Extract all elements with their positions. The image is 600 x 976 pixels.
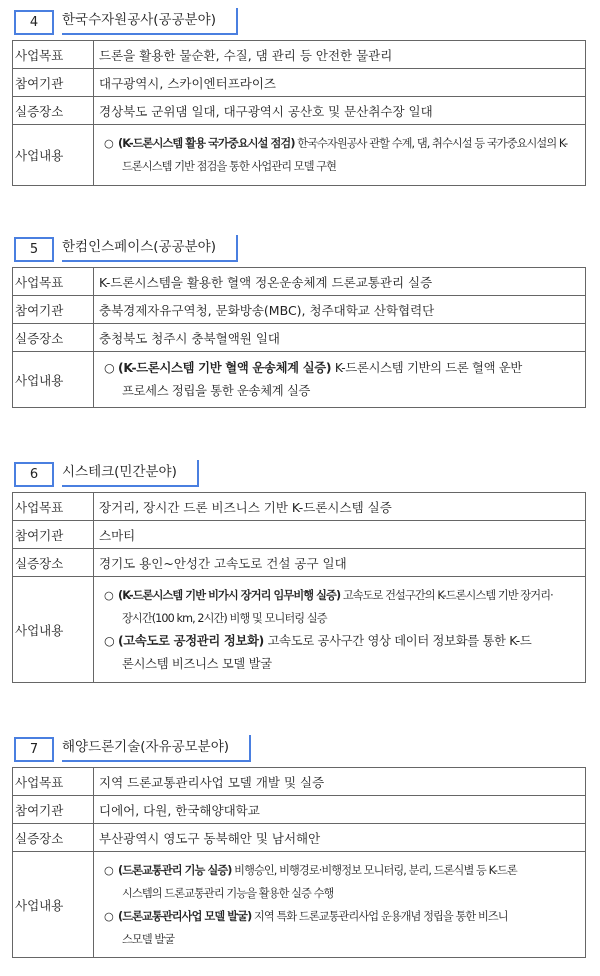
bullet-text-continued: 드론시스템 기반 점검을 통한 사업관리 모델 구현 [122,160,337,173]
bullet-heading: (고속도로 공정관리 정보화) [118,633,264,648]
goal-value: 드론을 활용한 물순환, 수질, 댐 관리 등 안전한 물관리 [94,41,586,69]
content-bullet [104,859,581,905]
section-number-box: 5 [14,237,54,262]
site-value: 부산광역시 영도구 동북해안 및 남서해안 [94,824,586,852]
section-number-box: 4 [14,10,54,35]
bullet-heading: (K-드론시스템 기반 비가시 장거리 임무비행 실증) [118,588,341,602]
table-row-site [13,824,586,852]
bullet-text: 고속도로 건설구간의 K-드론시스템 기반 장거리· [340,588,553,602]
table-row-content [13,577,586,683]
row-label: 사업내용 [13,852,94,958]
table-row-content [13,852,586,958]
section-title-frame [62,235,238,262]
section-title-frame [62,8,238,35]
section-5 [0,227,600,398]
table-row-participants [13,796,586,824]
row-label: 사업내용 [13,125,94,186]
section-number-box: 7 [14,737,54,762]
row-label: 실증장소 [13,97,94,125]
section-7 [0,727,600,946]
bullet-text: 비행승인, 비행경로·비행정보 모니터링, 분리, 드론식별 등 K-드론 [231,863,517,877]
table-row-goal [13,493,586,521]
row-label: 참여기관 [13,521,94,549]
goal-value: 장거리, 장시간 드론 비즈니스 기반 K-드론시스템 실증 [94,493,586,521]
project-info-table [12,40,586,186]
section-number-box: 6 [14,462,54,487]
bullet-text-continued: 프로세스 정립을 통한 운송체계 실증 [122,383,311,398]
table-row-participants [13,296,586,324]
row-label: 사업내용 [13,577,94,683]
bullet-heading: (드론교통관리사업 모델 발굴) [118,909,252,923]
goal-value: K-드론시스템을 활용한 혈액 정온운송체계 드론교통관리 실증 [94,268,586,296]
table-row-participants [13,521,586,549]
site-value: 충청북도 청주시 충북혈액원 일대 [94,324,586,352]
bullet-text: 고속도로 공사구간 영상 데이터 정보화를 통한 K-드 [263,633,532,648]
table-row-participants [13,69,586,97]
bullet-circle-icon: ○ [104,137,113,150]
bullet-text-continued: 장시간(100 km, 2시간) 비행 및 모니터링 실증 [122,611,327,625]
row-label: 사업목표 [13,493,94,521]
section-header [0,727,600,757]
row-label: 참여기관 [13,69,94,97]
content-value [94,577,586,683]
section-4 [0,0,600,173]
table-row-goal [13,41,586,69]
content-value [94,352,586,408]
bullet-circle-icon: ○ [104,863,113,877]
project-info-table [12,492,586,683]
row-label: 사업목표 [13,768,94,796]
bullet-text-continued: 론시스템 비즈니스 모델 발굴 [122,656,272,671]
section-header [0,227,600,257]
participants-value: 스마티 [94,521,586,549]
content-bullet [104,584,581,630]
section-title-frame [62,460,199,487]
section-title: 한국수자원공사(공공분야) [62,12,216,28]
bullet-text: 한국수자원공사 관할 수계, 댐, 취수시설 등 국가중요시설의 K- [294,137,568,150]
content-bullet [104,905,581,951]
section-title-frame [62,735,251,762]
project-info-table [12,767,586,958]
site-value: 경상북도 군위댐 일대, 대구광역시 공산호 및 문산취수장 일대 [94,97,586,125]
bullet-text: 지역 특화 드론교통관리사업 운용개념 정립을 통한 비즈니 [251,909,508,923]
project-info-table [12,267,586,408]
table-row-site [13,549,586,577]
row-label: 사업내용 [13,352,94,408]
table-row-goal [13,268,586,296]
row-label: 사업목표 [13,268,94,296]
bullet-text-continued: 시스템의 드론교통관리 기능을 활용한 실증 수행 [122,886,334,900]
participants-value: 충북경제자유구역청, 문화방송(MBC), 청주대학교 산학협력단 [94,296,586,324]
section-header [0,452,600,482]
bullet-circle-icon: ○ [104,633,115,648]
site-value: 경기도 용인~안성간 고속도로 건설 공구 일대 [94,549,586,577]
participants-value: 대구광역시, 스카이엔터프라이즈 [94,69,586,97]
section-6 [0,452,600,671]
row-label: 실증장소 [13,324,94,352]
row-label: 참여기관 [13,796,94,824]
row-label: 참여기관 [13,296,94,324]
section-header [0,0,600,30]
bullet-circle-icon: ○ [104,360,115,375]
row-label: 실증장소 [13,549,94,577]
table-row-site [13,324,586,352]
table-row-content [13,352,586,408]
bullet-heading: (K-드론시스템 기반 혈액 운송체계 실증) [118,360,332,375]
table-row-goal [13,768,586,796]
bullet-circle-icon: ○ [104,909,113,923]
bullet-heading: (드론교통관리 기능 실증) [118,863,232,877]
table-row-content [13,125,586,186]
table-row-site [13,97,586,125]
content-value [94,852,586,958]
content-value [94,125,586,186]
section-title: 해양드론기술(자유공모분야) [62,739,230,755]
bullet-heading: (K-드론시스템 활용 국가중요시설 점검) [118,137,295,150]
row-label: 실증장소 [13,824,94,852]
content-bullet [104,630,581,676]
section-title: 한컴인스페이스(공공분야) [62,239,216,255]
bullet-circle-icon: ○ [104,588,113,602]
bullet-text-continued: 스모델 발굴 [122,932,175,946]
content-bullet [104,132,581,178]
bullet-text: K-드론시스템 기반의 드론 혈액 운반 [331,360,522,375]
section-title: 시스테크(민간분야) [62,464,177,480]
participants-value: 디에어, 다원, 한국해양대학교 [94,796,586,824]
content-bullet [104,357,581,403]
row-label: 사업목표 [13,41,94,69]
goal-value: 지역 드론교통관리사업 모델 개발 및 실증 [94,768,586,796]
